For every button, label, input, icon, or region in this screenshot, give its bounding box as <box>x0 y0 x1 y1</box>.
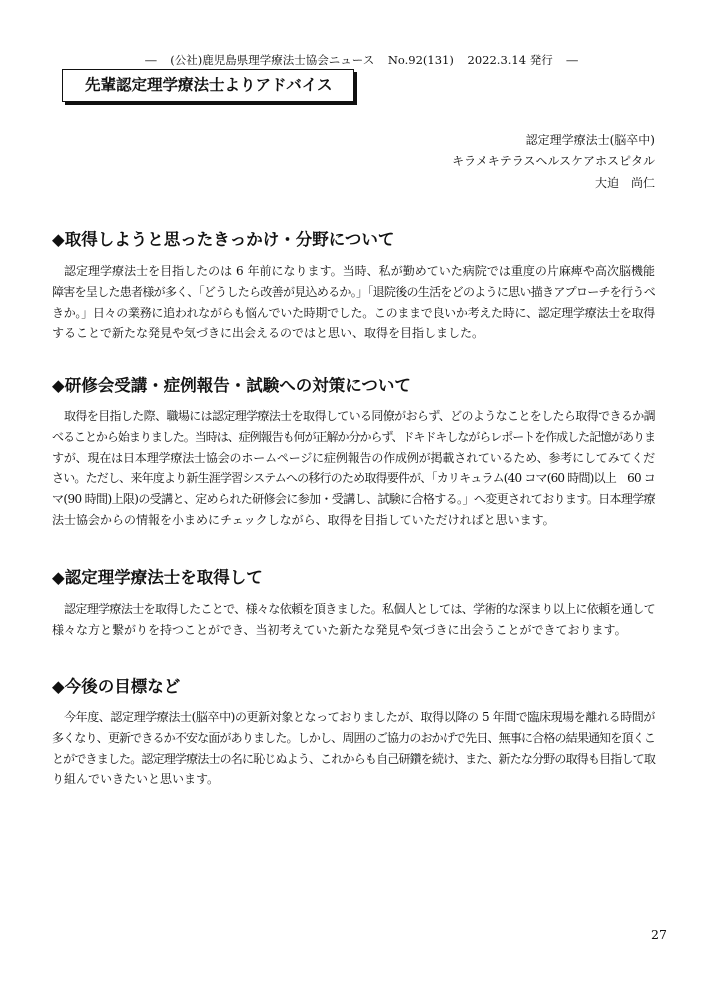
paragraph-line <box>52 489 655 510</box>
header-dash-left: ― <box>145 53 157 67</box>
line-text: さい。ただし、来年度より新生涯学習システムへの移行のため取得要件が、「カリキュラム(40 コマ(60 時間)以上 60 コ <box>52 471 655 486</box>
author-qualification: 認定理学療法士(脳卒中) <box>525 133 655 147</box>
section-heading: ◆今後の目標など <box>52 677 181 696</box>
author-name: 大迫 尚仁 <box>594 176 655 190</box>
line-text: 障害を呈した患者様が多く、「どうしたら改善が見込めるか。」「退院後の生活をどのように思い描きアプローチを行うべ <box>52 284 655 299</box>
paragraph-line <box>52 728 655 749</box>
line-text: 多くなり、更新できるか不安な面がありました。しかし、周囲のご協力のおかげで先日、無事に合格の結果通知を頂くこ <box>52 730 655 745</box>
line-text: とができました。認定理学療法士の名に恥じぬよう、これからも自己研鑽を続け、また、新たな分野の取得も目指して取 <box>52 751 655 766</box>
paragraph-line <box>52 303 655 324</box>
page-number: 27 <box>651 927 667 942</box>
section-paragraph <box>52 599 655 641</box>
author-affiliation: キラメキテラスヘルスケアホスピタル <box>452 154 655 168</box>
header-date: 2022.3.14 発行 <box>467 53 553 67</box>
paragraph-line <box>52 599 655 620</box>
header-org: (公社)鹿児島県理学療法士協会ニュース <box>170 53 375 67</box>
section-paragraph <box>52 261 655 344</box>
page-header <box>0 52 707 68</box>
section-heading: ◆研修会受講・症例報告・試験への対策について <box>52 376 411 395</box>
page-title: 先輩認定理学療法士よりアドバイス <box>85 76 333 94</box>
paragraph-line <box>52 707 655 728</box>
paragraph-line <box>52 769 655 790</box>
line-text: べることから始まりました。当時は、症例報告も何が正解か分からず、ドキドキしながらレポートを作成した記憶がありま <box>52 429 655 444</box>
paragraph-line <box>52 510 655 531</box>
header-dash-right: ― <box>566 53 578 67</box>
title-box <box>62 69 354 102</box>
section-heading: ◆取得しようと思ったきっかけ・分野について <box>52 230 395 249</box>
line-text: 法士協会からの情報を小まめにチェックしながら、取得を目指していただければと思います。 <box>52 512 555 527</box>
paragraph-line <box>52 749 655 770</box>
paragraph-line <box>52 620 655 641</box>
paragraph-line <box>52 282 655 303</box>
line-text: 認定理学療法士を取得したことで、様々な依頼を頂きました。私個人としては、学術的な深まり以上に依頼を通して <box>64 602 655 616</box>
paragraph-line <box>52 468 655 489</box>
section-paragraph <box>52 707 655 790</box>
header-issue: No.92(131) <box>387 53 454 67</box>
section-paragraph <box>52 406 655 531</box>
paragraph-line <box>52 323 655 344</box>
line-text: すが、現在は日本理学療法士協会のホームページに症例報告の作成例が掲載されているため、参考にしてみてくだ <box>52 450 655 465</box>
line-text: することで新たな発見や気づきに出会えるのではと思い、取得を目指しました。 <box>52 326 485 341</box>
line-text: 認定理学療法士を目指したのは 6 年前になります。当時、私が勤めていた病院では重度の片麻痺や高次脳機能 <box>64 264 655 278</box>
line-text: 取得を目指した際、職場には認定理学療法士を取得している同僚がおらず、どのようなことをしたら取得できるか調 <box>64 409 655 423</box>
section-heading: ◆認定理学療法士を取得して <box>52 568 263 587</box>
paragraph-line <box>52 427 655 448</box>
paragraph-line <box>52 406 655 427</box>
line-text: 様々な方と繋がりを持つことができ、当初考えていた新たな発見や気づきに出会うことができております。 <box>52 622 627 637</box>
line-text: り組んでいきたいと思います。 <box>52 772 220 787</box>
line-text: きか。」日々の業務に追われながらも悩んでいた時期でした。このままで良いか考えた時に、認定理学療法士を取得 <box>52 305 655 320</box>
line-text: 今年度、認定理学療法士(脳卒中)の更新対象となっておりましたが、取得以降の 5 年間で臨床現場を離れる時間が <box>64 710 655 724</box>
line-text: マ(90 時間)上限)の受講と、定められた研修会に参加・受講し、試験に合格する。」へ変更されております。日本理学療 <box>52 492 655 507</box>
paragraph-line <box>52 448 655 469</box>
paragraph-line <box>52 261 655 282</box>
